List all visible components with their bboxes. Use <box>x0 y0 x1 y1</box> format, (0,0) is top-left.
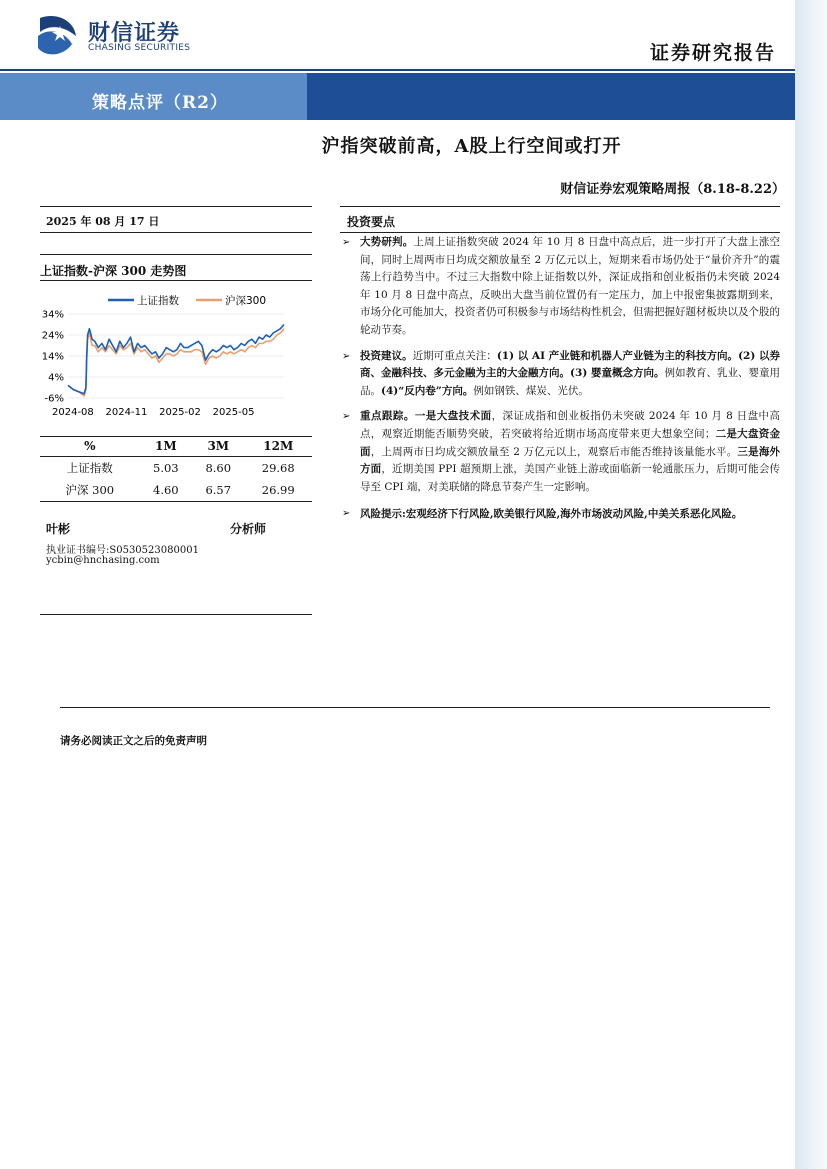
decorative-side-stripe <box>795 0 827 1169</box>
risk-warning: 风险提示:宏观经济下行风险,欧美银行风险,海外市场波动风险,中美关系恶化风险。 <box>360 508 743 521</box>
chart-top-rule <box>40 254 312 255</box>
table-row <box>40 479 312 502</box>
point-text: 例如钢铁、煤炭、光伏。 <box>473 384 589 397</box>
x-tick-label: 2025-05 <box>212 407 255 418</box>
report-title: 沪指突破前高，A股上行空间或打开 <box>321 136 622 157</box>
point-emphasis: (4)“反内卷”方向。 <box>381 384 474 397</box>
table-header-cell: 1M <box>154 439 177 453</box>
table-cell: 29.68 <box>261 461 295 475</box>
table-cell: 6.57 <box>205 483 232 497</box>
report-type-label: 证券研究报告 <box>650 42 777 64</box>
banner-right <box>307 73 795 120</box>
analyst-name: 叶彬 <box>46 522 71 536</box>
table-cell: 上证指数 <box>66 461 113 475</box>
point-heading: 大势研判。 <box>360 236 414 248</box>
left-bottom-rule <box>40 614 312 615</box>
legend-label-shanghai: 上证指数 <box>137 295 179 307</box>
banner-category: 策略点评（R2） <box>92 93 228 113</box>
x-tick-label: 2024-11 <box>105 407 148 418</box>
point-text: 近期可重点关注： <box>412 349 497 362</box>
point-text: 上周上证指数突破 2024 年 10 月 8 日盘中高点后，进一步打开了大盘上涨空间，同时上周两市日均成交额放量至 2 万亿元以上，短期来看市场仍处于“量价齐升”的震荡上行趋势当中。不过三大指数中除上证指数以外，深证成指和创业板指仍未突破 2024 年 10 月 8 日盘中高点，反映出大盘当前位置仍有一定压力，加上中报密集披露期到来，市场分化可能加大，投资者仍可积极参与市场结构性机会，但需把握好题材板块以及个股的轮动节奏。 <box>360 236 780 336</box>
list-item <box>340 408 780 496</box>
chart-title-rule <box>40 280 312 281</box>
point-text: ，近期美国 PPI 超预期上涨，美国产业链上游或面临新一轮通胀压力，后期可能会传导至 CPI 端，对美联储的降息节奏产生一定影响。 <box>360 463 781 493</box>
bullet-arrow-icon: ➢ <box>342 350 351 362</box>
table-cell: 4.60 <box>153 483 179 497</box>
bullet-arrow-icon: ➢ <box>342 237 351 248</box>
table-header-cell: 12M <box>263 439 294 453</box>
x-tick-label: 2024-08 <box>52 407 94 418</box>
company-logo-icon <box>34 14 80 58</box>
left-top-rule <box>40 206 312 207</box>
bullet-arrow-icon: ➢ <box>342 508 351 520</box>
point-text: ，上周两市日均成交额放量至 2 万亿元以上，观察后市能否维持该量能水平。 <box>370 445 738 458</box>
legend-label-csi300: 沪深300 <box>225 295 267 307</box>
y-tick-label: -6% <box>44 393 64 405</box>
point-heading: 投资建议。 <box>360 349 413 362</box>
y-tick-label: 4% <box>48 372 64 384</box>
performance-table <box>40 436 312 502</box>
point-emphasis: 三是海外方面 <box>360 445 781 476</box>
right-top-rule <box>340 206 780 207</box>
y-tick-label: 34% <box>41 309 64 321</box>
table-cell: 5.03 <box>153 461 179 475</box>
y-tick-label: 24% <box>41 330 64 342</box>
table-header-cell: 3M <box>207 439 230 453</box>
analyst-email[interactable]: ycbin@hnchasing.com <box>46 555 160 566</box>
analyst-role: 分析师 <box>230 522 267 536</box>
table-row <box>40 457 312 480</box>
list-item <box>340 348 780 401</box>
y-tick-label: 14% <box>41 351 64 363</box>
analyst-license: 执业证书编号:S0530523080001 <box>46 545 199 556</box>
report-date: 2025 年 08 月 17 日 <box>46 215 160 228</box>
key-points-header: 投资要点 <box>347 215 396 229</box>
logo-text-en: CHASING SECURITIES <box>88 43 191 53</box>
table-cell: 8.60 <box>205 461 232 475</box>
footer-divider <box>60 707 770 708</box>
date-rule <box>40 232 312 233</box>
point-text: 例如教育、乳业、婴童用品。 <box>360 367 780 397</box>
list-item <box>340 234 780 340</box>
logo-text-cn: 财信证券 <box>88 21 181 46</box>
point-emphasis: 二是大盘资金面 <box>360 427 781 458</box>
key-points-rule <box>340 232 780 233</box>
x-tick-label: 2025-02 <box>159 407 201 418</box>
bullet-arrow-icon: ➢ <box>342 411 351 423</box>
chart-title: 上证指数-沪深 300 走势图 <box>40 264 187 278</box>
table-cell: 26.99 <box>261 483 295 497</box>
report-subtitle: 财信证券宏观策略周报（8.18-8.22） <box>560 182 785 197</box>
table-header-cell: % <box>84 439 96 453</box>
point-heading: 重点跟踪。一是大盘技术面 <box>360 410 492 423</box>
key-points-list <box>340 234 780 532</box>
disclaimer-note: 请务必阅读正文之后的免责声明 <box>60 735 207 747</box>
table-header-row <box>40 437 312 457</box>
header-divider <box>0 69 795 71</box>
list-item <box>340 504 780 524</box>
table-cell: 沪深 300 <box>65 483 115 497</box>
index-trend-chart <box>38 288 288 422</box>
point-text: ，深证成指和创业板指仍未突破 2024 年 10 月 8 日盘中高点，观察近期能否顺势突破，若突破将给近期市场高度带来更大想象空间； <box>360 410 781 440</box>
point-emphasis: (1) 以 AI 产业链和机器人产业链为主的科技方向。(2) 以券商、金融科技、多元金融为主的大金融方向。(3) 婴童概念方向。 <box>360 349 781 380</box>
